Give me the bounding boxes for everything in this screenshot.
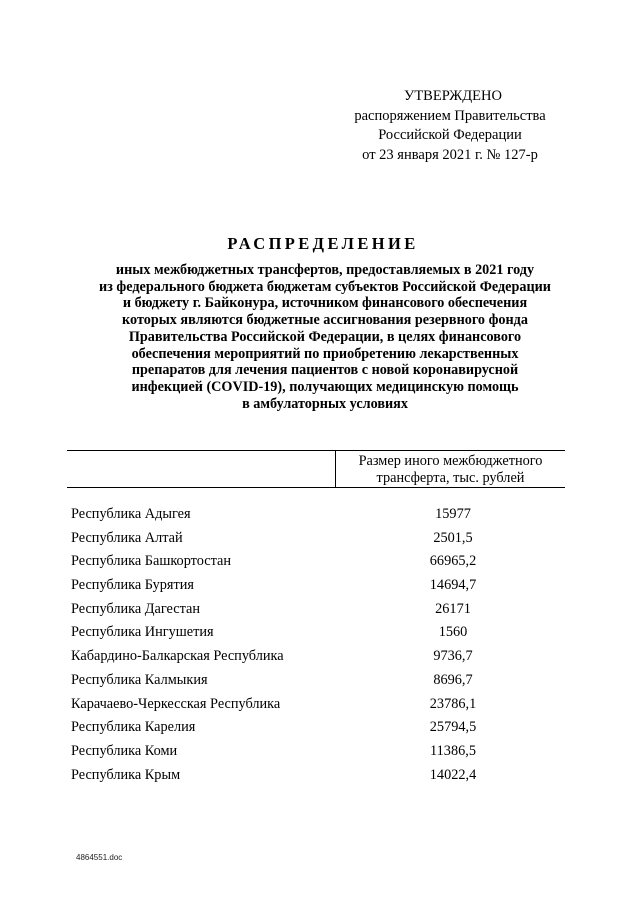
region-name: Республика Бурятия — [71, 577, 194, 594]
transfer-amount: 25794,5 — [429, 719, 477, 736]
subtitle-line: обеспечения мероприятий по приобретению лекарственных — [131, 345, 519, 362]
subtitle-line: инфекцией (COVID-19), получающих медицинскую помощь — [131, 378, 519, 395]
table-row — [71, 623, 551, 647]
region-name: Кабардино-Балкарская Республика — [71, 648, 284, 665]
transfer-amount: 26171 — [435, 600, 471, 617]
transfer-amount: 23786,1 — [429, 695, 477, 712]
transfer-amount: 2501,5 — [433, 529, 473, 546]
table-header-amount-line-2: трансферта, тыс. рублей — [376, 470, 525, 486]
region-name: Республика Алтай — [71, 529, 183, 546]
approval-line-3: от 23 января 2021 г. № 127-р — [362, 146, 538, 163]
table-row — [71, 671, 551, 695]
subtitle-line: Правительства Российской Федерации, в целях финансового — [128, 328, 522, 345]
transfer-amount: 9736,7 — [433, 648, 473, 665]
distribution-table-body — [71, 505, 551, 789]
document-subtitle — [40, 262, 610, 412]
subtitle-line: иных межбюджетных трансфертов, предоставляемых в 2021 году — [115, 262, 535, 278]
region-name: Республика Калмыкия — [71, 671, 208, 688]
region-name: Республика Карелия — [71, 719, 196, 736]
approval-line-1: распоряжением Правительства — [354, 107, 546, 124]
subtitle-line: и бюджету г. Байконура, источником финансового обеспечения — [122, 295, 528, 312]
subtitle-line: которых являются бюджетные ассигнования резервного фонда — [122, 312, 528, 329]
table-row — [71, 529, 551, 553]
region-name: Республика Адыгея — [71, 506, 191, 522]
region-name: Республика Башкортостан — [71, 553, 231, 570]
table-row — [71, 742, 551, 766]
table-row — [71, 718, 551, 742]
document-file-code: 4864551.doc — [76, 853, 123, 862]
table-header-amount-cell — [336, 453, 565, 487]
region-name: Республика Дагестан — [71, 600, 201, 617]
table-row — [71, 766, 551, 790]
approval-line-2: Российской Федерации — [378, 127, 522, 143]
approval-title: УТВЕРЖДЕНО — [404, 88, 502, 104]
transfer-amount: 1560 — [438, 624, 468, 641]
region-name: Республика Крым — [71, 766, 181, 783]
region-name: Карачаево-Черкесская Республика — [71, 695, 281, 712]
transfer-amount: 14694,7 — [429, 577, 477, 594]
transfer-amount: 14022,4 — [429, 766, 477, 783]
subtitle-line: препаратов для лечения пациентов с новой коронавирусной — [131, 362, 519, 379]
transfer-amount: 15977 — [435, 506, 471, 522]
approval-block — [330, 87, 570, 165]
transfer-amount: 66965,2 — [429, 553, 477, 570]
subtitle-line: из федерального бюджета бюджетам субъектов Российской Федерации — [99, 278, 551, 295]
table-header-amount-line-1: Размер иного межбюджетного — [358, 453, 543, 469]
transfer-amount: 8696,7 — [433, 671, 473, 688]
table-row — [71, 600, 551, 624]
table-header-region-cell — [67, 451, 336, 487]
table-row — [71, 576, 551, 600]
document-title: РАСПРЕДЕЛЕНИЕ — [227, 234, 419, 253]
distribution-table-header — [67, 450, 565, 488]
table-row — [71, 505, 551, 529]
table-row — [71, 552, 551, 576]
table-header-row — [67, 450, 565, 488]
region-name: Республика Ингушетия — [71, 624, 214, 641]
subtitle-line: в амбулаторных условиях — [242, 395, 408, 412]
table-row — [71, 647, 551, 671]
table-row — [71, 695, 551, 719]
region-name: Республика Коми — [71, 742, 178, 759]
transfer-amount: 11386,5 — [430, 742, 476, 759]
